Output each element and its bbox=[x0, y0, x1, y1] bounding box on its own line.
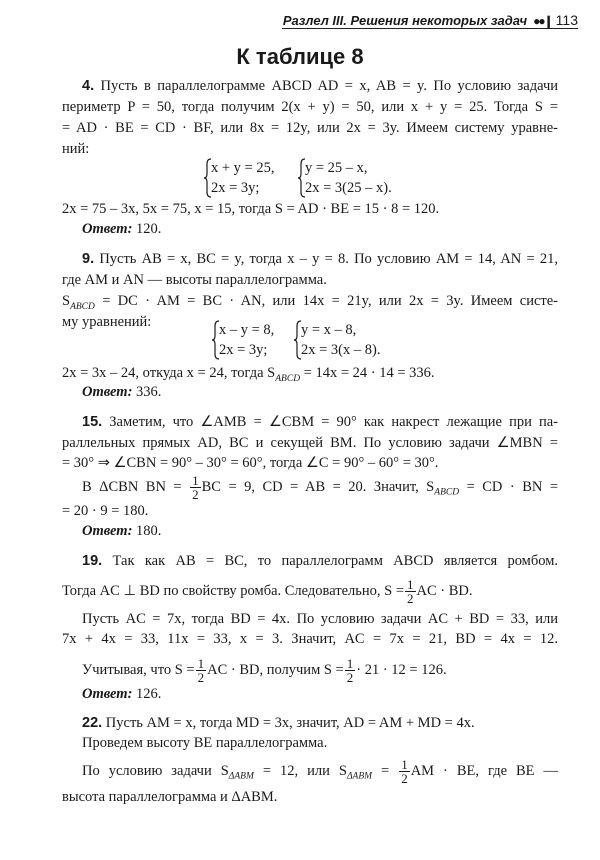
fraction-one-half: $\frac{1}{2}$ bbox=[197, 656, 205, 685]
p9-line3: $S_{ABCD}$ = DC · AM = BC · AN, или 14x = 21y, или 2x = 3y. Имеем систе- bbox=[62, 293, 558, 312]
section-title: Разлел III. Решения некоторых задач bbox=[282, 13, 528, 28]
p15-line4: В ΔCBN BN = $\frac{1}{2}$ BC = 9, CD = AB = 20. Значит, $S_{ABCD}$ = CD · BN = bbox=[82, 473, 559, 502]
p22-number: 22. bbox=[82, 715, 103, 731]
p15-line1: 15. Заметим, что ∠AMB = ∠CBM = 90° как накрест лежащие при па- bbox=[82, 414, 559, 430]
p4-line5: 2x = 75 – 3x, 5x = 75, x = 15, тогда S = AD · BE = 15 · 8 = 120. bbox=[62, 201, 440, 217]
p9-sys2-eq2: 2x = 3(x – 8). bbox=[301, 342, 381, 358]
p22-line1: 22. Пусть AM = x, тогда MD = 3x, значит, AD = AM + MD = 4x. bbox=[82, 715, 475, 731]
page-number: 113 bbox=[555, 12, 578, 28]
p22-line3: По условию задачи $S_{\Delta ABM} = 12$, или $S_{\Delta ABM}$ = $\frac{1}{2}$ AM · BE, где BE — bbox=[82, 757, 558, 786]
p15-answer: Ответ: 180. bbox=[82, 523, 162, 539]
p15-number: 15. bbox=[82, 414, 103, 430]
p19-number: 19. bbox=[82, 553, 103, 569]
p19-line5: Учитывая, что S = $\frac{1}{2}$ AC · BD, получим S = $\frac{1}{2}$ · 21 · 12 = 126. bbox=[82, 656, 447, 685]
fraction-one-half: $\frac{1}{2}$ bbox=[407, 577, 414, 606]
p4-sys2-eq2: 2x = 3(25 – x). bbox=[305, 180, 392, 196]
p4-line2: периметр P = 50, тогда получим 2(x + y) = 50, или x + y = 25. Тогда S = bbox=[62, 99, 558, 115]
p9-line4: му уравнений: bbox=[62, 314, 152, 330]
p4-number: 4. bbox=[82, 78, 95, 94]
p15-line3: = 30° ⇒ ∠CBN = 90° – 30° = 60°, тогда ∠C = 90° – 60° = 30°. bbox=[62, 455, 439, 471]
left-brace-icon bbox=[211, 320, 221, 360]
p4-sys1-eq1: x + y = 25, bbox=[211, 160, 275, 176]
p9-line1: 9. Пусть AB = x, BC = y, тогда x – y = 8. По условию AM = 14, AN = 21, bbox=[82, 251, 559, 267]
p9-answer: Ответ: 336. bbox=[82, 384, 162, 400]
p19-line2: Тогда AC ⊥ BD по свойству ромба. Следовательно, S = $\frac{1}{2}$ AC · BD. bbox=[62, 577, 473, 606]
running-header bbox=[282, 6, 578, 29]
p9-sys1-eq1: x – y = 8, bbox=[219, 322, 275, 338]
page-title: К таблице 8 bbox=[236, 44, 364, 69]
p4-answer: Ответ: 120. bbox=[82, 221, 162, 237]
p4-sys1-eq2: 2x = 3y; bbox=[211, 180, 260, 196]
left-brace-icon bbox=[203, 158, 213, 198]
p4-system-1 bbox=[203, 158, 274, 198]
p9-system-1 bbox=[211, 320, 274, 360]
fraction-one-half: $\frac{1}{2}$ bbox=[192, 473, 199, 502]
p9-system-2 bbox=[293, 320, 380, 360]
left-brace-icon bbox=[297, 158, 307, 198]
p19-line3: Пусть AC = 7x, тогда BD = 4x. По условию задачи AC + BD = 33, или bbox=[82, 611, 558, 627]
p4-sys2-eq1: y = 25 – x, bbox=[305, 160, 368, 176]
p19-line4: 7x + 4x = 33, 11x = 33, x = 3. Значит, AC = 7x = 21, BD = 4x = 12. bbox=[62, 631, 558, 647]
p9-line2: где AM и AN — высоты параллелограмма. bbox=[62, 272, 327, 288]
decorative-dots-icon: ●●❙ bbox=[533, 14, 552, 28]
p22-line2: Проведем высоту BE параллелограмма. bbox=[82, 735, 328, 751]
p19-answer: Ответ: 126. bbox=[82, 686, 162, 702]
p4-line3: = AD · BE = CD · BF, или 8x = 12y, или 2x = 3y. Имеем систему уравне- bbox=[62, 120, 558, 136]
p9-sys2-eq1: y = x – 8, bbox=[301, 322, 357, 338]
p4-system-2 bbox=[297, 158, 392, 198]
fraction-one-half: $\frac{1}{2}$ bbox=[401, 757, 408, 786]
p9-sys1-eq2: 2x = 3y; bbox=[219, 342, 268, 358]
p4-line4: ний: bbox=[62, 141, 90, 157]
left-brace-icon bbox=[293, 320, 303, 360]
p4-line1: 4. Пусть в параллелограмме ABCD AD = x, AB = y. По условию задачи bbox=[82, 78, 558, 94]
p9-number: 9. bbox=[82, 251, 95, 267]
p15-line5: = 20 · 9 = 180. bbox=[62, 503, 149, 519]
p22-line4: высота параллелограмма и ΔABM. bbox=[62, 789, 278, 805]
fraction-one-half: $\frac{1}{2}$ bbox=[346, 656, 354, 685]
p19-line1: 19. Так как AB = BC, то параллелограмм ABCD является ромбом. bbox=[82, 553, 558, 569]
p9-line5: 2x = 3x – 24, откуда x = 24, тогда $S_{ABCD} = 14x = 24 \cdot 14 = 336$. bbox=[62, 365, 435, 384]
p15-line2: раллельных прямых AD, BC и секущей BM. По условию задачи ∠MBN = bbox=[62, 435, 558, 451]
